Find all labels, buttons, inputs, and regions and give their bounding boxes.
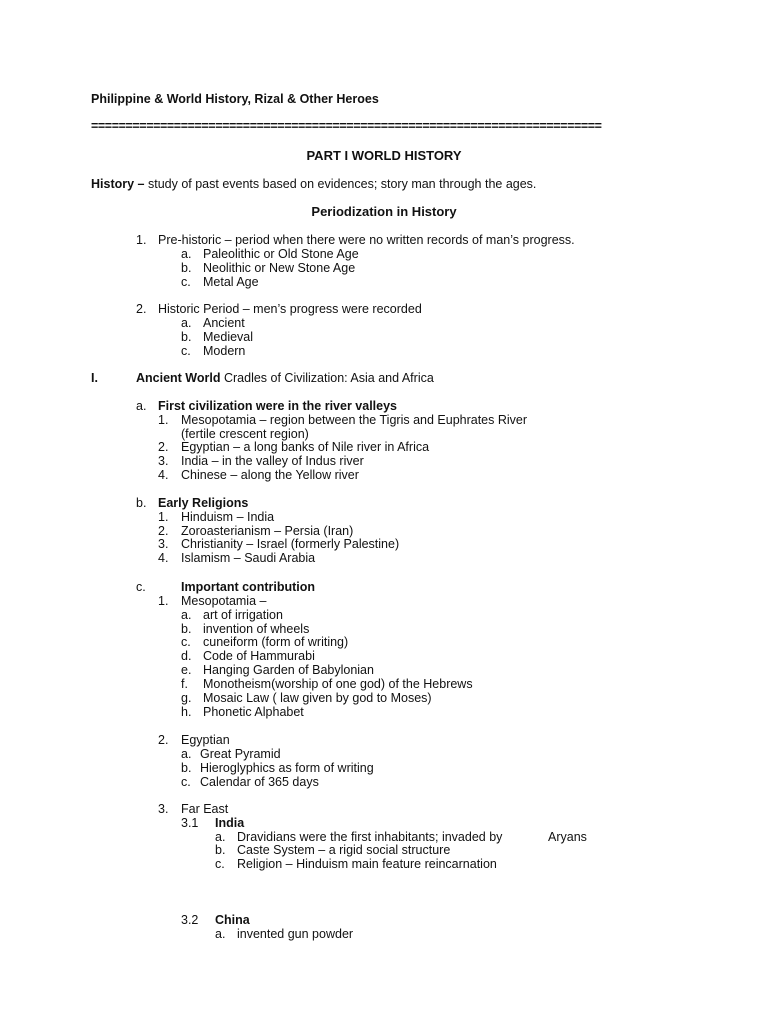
- list-item: Hanging Garden of Babylonian: [203, 663, 374, 677]
- list-item-extra: Aryans: [548, 830, 587, 844]
- list-number: 1.: [158, 413, 169, 427]
- list-item: Ancient: [203, 316, 245, 330]
- list-item: Caste System – a rigid social structure: [237, 843, 451, 857]
- list-letter: c.: [181, 275, 191, 289]
- list-letter: a.: [181, 747, 192, 761]
- list-item: Far East: [181, 802, 229, 816]
- list-number: 1.: [158, 510, 169, 524]
- list-item: Neolithic or New Stone Age: [203, 261, 356, 275]
- list-item: Code of Hammurabi: [203, 649, 315, 663]
- list-number: 3.1: [181, 816, 199, 830]
- list-item: Hinduism – India: [181, 510, 275, 524]
- list-letter: c.: [136, 580, 146, 594]
- list-item: Pre-historic – period when there were no written records of man’s progress.: [158, 233, 575, 247]
- list-letter: a.: [181, 247, 192, 261]
- list-item: Metal Age: [203, 275, 259, 289]
- list-number: 2.: [158, 733, 169, 747]
- history-definition: [91, 177, 536, 191]
- list-number: 1.: [158, 594, 169, 608]
- list-item: Paleolithic or Old Stone Age: [203, 247, 359, 261]
- list-item: invention of wheels: [203, 622, 310, 636]
- list-number: 2.: [136, 302, 147, 316]
- ancient-subtitle: Cradles of Civilization: Asia and Africa: [220, 371, 434, 385]
- history-term: History –: [91, 177, 145, 191]
- list-item: Egyptian – a long banks of Nile river in Africa: [181, 440, 430, 454]
- list-letter: a.: [215, 927, 226, 941]
- list-item: invented gun powder: [237, 927, 354, 941]
- list-number: 4.: [158, 468, 169, 482]
- list-letter: h.: [181, 705, 192, 719]
- list-letter: a.: [181, 316, 192, 330]
- list-letter: d.: [181, 649, 192, 663]
- list-letter: c.: [215, 857, 225, 871]
- list-letter: a.: [215, 830, 226, 844]
- list-letter: b.: [181, 261, 192, 275]
- list-item: Mosaic Law ( law given by god to Moses): [203, 691, 432, 705]
- list-number: 3.: [158, 802, 169, 816]
- list-number: 1.: [136, 233, 147, 247]
- list-letter: b.: [181, 761, 192, 775]
- list-item: cuneiform (form of writing): [203, 635, 349, 649]
- list-item: (fertile crescent region): [181, 427, 309, 441]
- list-item: Dravidians were the first inhabitants; invaded by: [237, 830, 503, 844]
- list-letter: c.: [181, 635, 191, 649]
- list-number: 2.: [158, 524, 169, 538]
- ancient-title: Ancient World: [136, 371, 221, 385]
- header-title: Philippine & World History, Rizal & Other Heroes: [91, 92, 379, 106]
- list-letter: a.: [181, 608, 192, 622]
- list-item: art of irrigation: [203, 608, 283, 622]
- list-item: Calendar of 365 days: [200, 775, 319, 789]
- list-item: Monotheism(worship of one god) of the Hebrews: [203, 677, 473, 691]
- list-number: 4.: [158, 551, 169, 565]
- list-letter: g.: [181, 691, 192, 705]
- list-item: Historic Period – men’s progress were recorded: [158, 302, 422, 316]
- list-letter: c.: [181, 775, 191, 789]
- list-number: 2.: [158, 440, 169, 454]
- list-item: Religion – Hinduism main feature reincarnation: [237, 857, 497, 871]
- list-item: Hieroglyphics as form of writing: [200, 761, 374, 775]
- list-letter: b.: [136, 496, 147, 510]
- header-rule: ==========================================================================: [91, 119, 602, 133]
- list-item: Great Pyramid: [200, 747, 281, 761]
- list-item: Medieval: [203, 330, 254, 344]
- subsection-title: Early Religions: [158, 496, 249, 510]
- list-item: Modern: [203, 344, 246, 358]
- list-letter: f.: [181, 677, 188, 691]
- list-item: Phonetic Alphabet: [203, 705, 304, 719]
- subsection-title: India: [215, 816, 245, 830]
- list-item: Mesopotamia – region between the Tigris and Euphrates River: [181, 413, 528, 427]
- list-item: Egyptian: [181, 733, 230, 747]
- list-letter: c.: [181, 344, 191, 358]
- list-letter: b.: [215, 843, 226, 857]
- list-letter: e.: [181, 663, 192, 677]
- ancient-heading: [136, 371, 434, 385]
- list-item: Christianity – Israel (formerly Palestine): [181, 537, 400, 551]
- list-number: 3.: [158, 537, 169, 551]
- list-letter: a.: [136, 399, 147, 413]
- subsection-title: First civilization were in the river valleys: [158, 399, 397, 413]
- list-item: Islamism – Saudi Arabia: [181, 551, 316, 565]
- list-item: Zoroasterianism – Persia (Iran): [181, 524, 354, 538]
- list-letter: b.: [181, 330, 192, 344]
- subsection-title: Important contribution: [181, 580, 316, 594]
- list-number: 3.: [158, 454, 169, 468]
- list-number: 3.2: [181, 913, 199, 927]
- section-title: Periodization in History: [311, 204, 457, 219]
- list-letter: b.: [181, 622, 192, 636]
- list-item: India – in the valley of Indus river: [181, 454, 364, 468]
- part-title: PART I WORLD HISTORY: [306, 148, 462, 163]
- list-item: Chinese – along the Yellow river: [181, 468, 359, 482]
- history-def: study of past events based on evidences; story man through the ages.: [144, 177, 537, 191]
- list-item: Mesopotamia –: [181, 594, 267, 608]
- subsection-title: China: [215, 913, 250, 927]
- roman-numeral: I.: [91, 371, 98, 385]
